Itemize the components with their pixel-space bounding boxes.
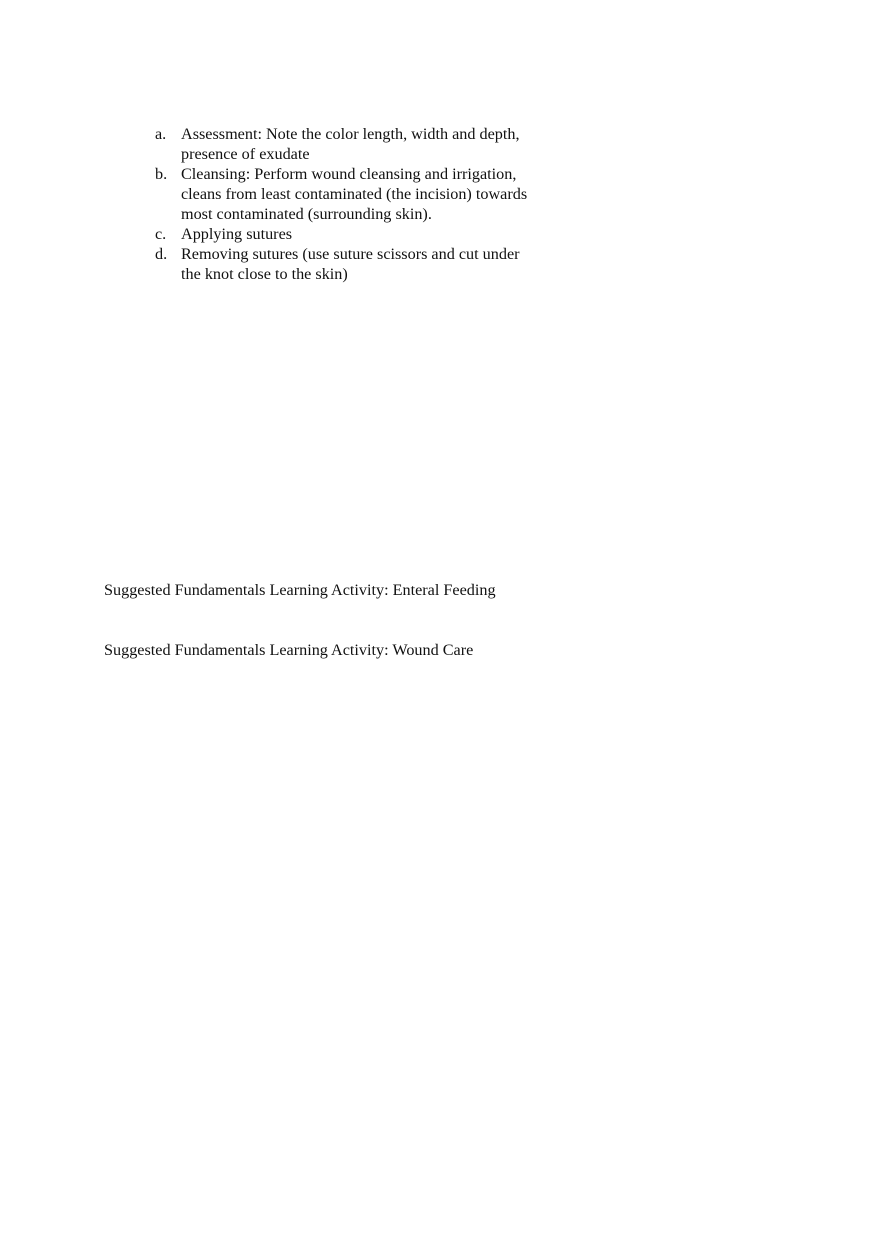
activity-enteral-feeding: Suggested Fundamentals Learning Activity: Enteral Feeding — [104, 581, 496, 599]
list-marker: c. — [155, 225, 167, 243]
list-marker: a. — [155, 125, 167, 143]
list-marker: d. — [155, 245, 168, 263]
list-item-text: Assessment: Note the color length, width and depth, presence of exudate — [181, 125, 520, 163]
list-item-text: Removing sutures (use suture scissors and cut under the knot close to the skin) — [181, 245, 520, 283]
wound-care-steps-list — [155, 124, 575, 284]
list-item — [155, 164, 575, 224]
list-item — [155, 124, 575, 164]
list-item — [155, 224, 575, 244]
list-item-text: Applying sutures — [181, 225, 293, 243]
list-item-text: Cleansing: Perform wound cleansing and irrigation, cleans from least contaminated (the incision) towards most contaminated (surrounding skin). — [181, 165, 528, 223]
list-item — [155, 244, 575, 284]
list-marker: b. — [155, 165, 168, 183]
activity-wound-care: Suggested Fundamentals Learning Activity: Wound Care — [104, 641, 474, 659]
